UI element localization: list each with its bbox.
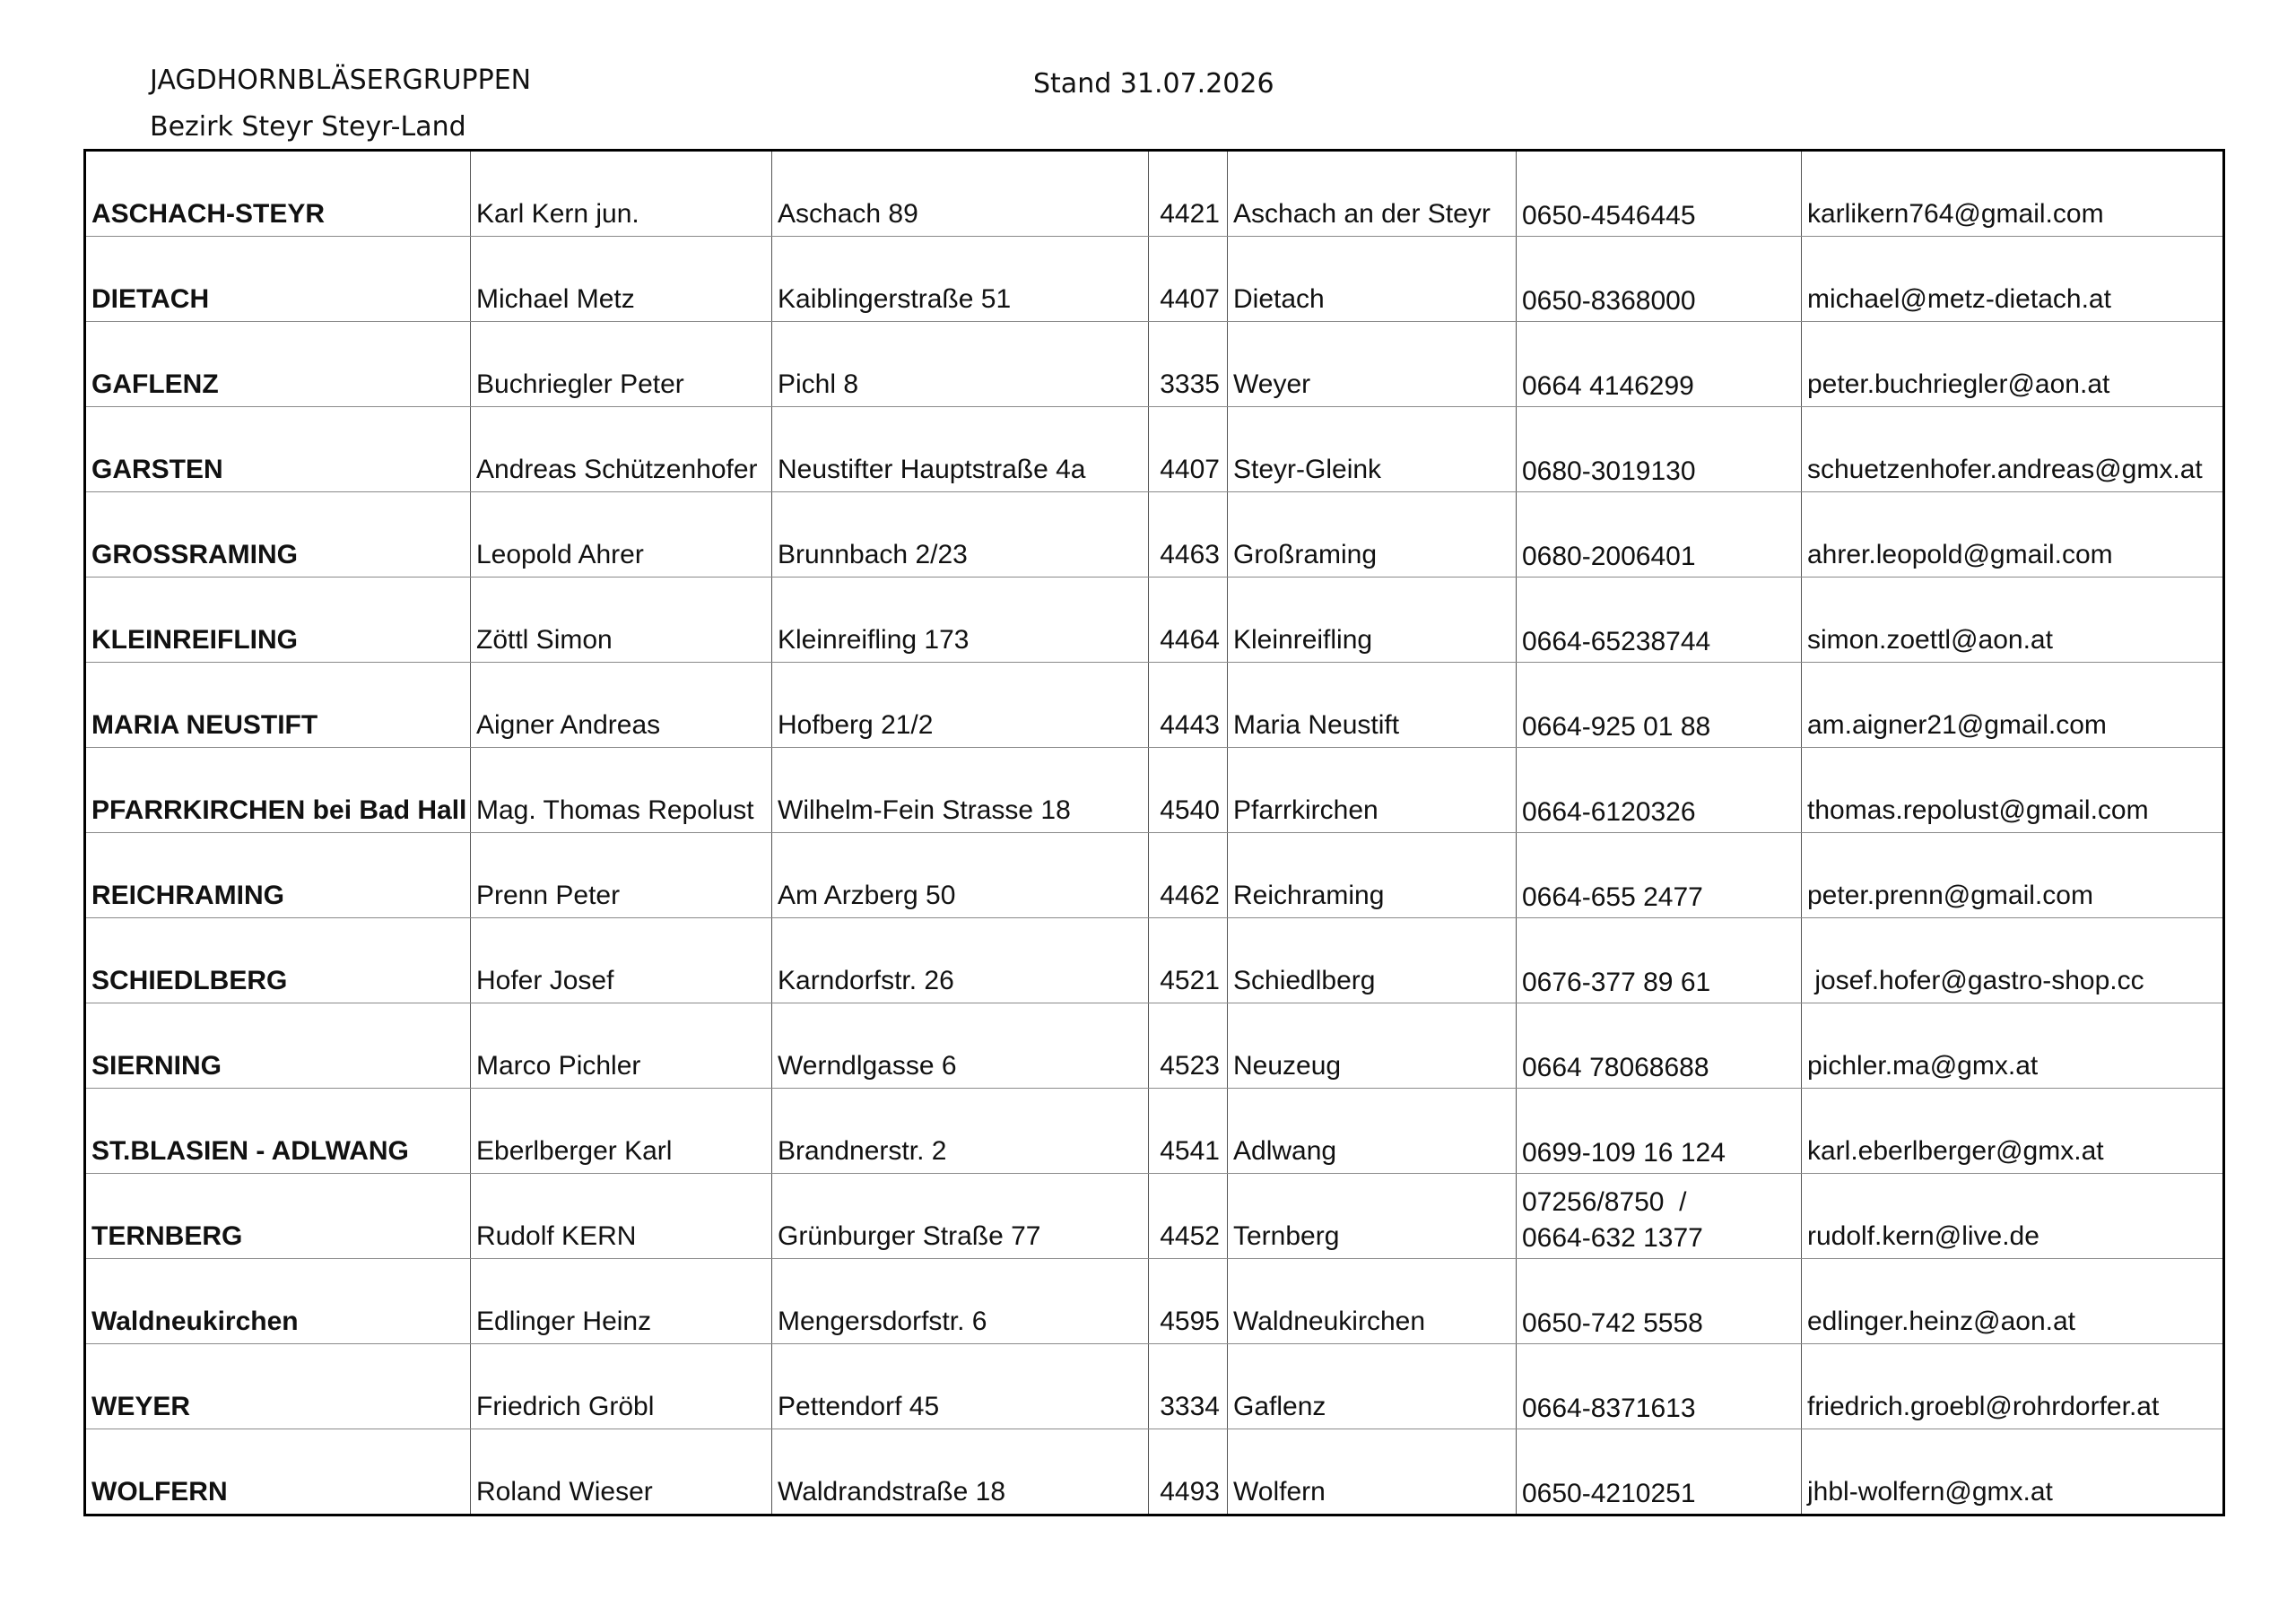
city-cell: Waldneukirchen: [1228, 1259, 1517, 1344]
phone-cell: 0664-65238744: [1517, 578, 1802, 663]
email-cell: friedrich.groebl@rohrdorfer.at: [1802, 1344, 2224, 1429]
group-name-cell: ST.BLASIEN - ADLWANG: [85, 1089, 471, 1174]
street-address-cell: Am Arzberg 50: [772, 833, 1149, 918]
phone-cell: 0664-655 2477: [1517, 833, 1802, 918]
city-cell: Reichraming: [1228, 833, 1517, 918]
city-cell: Schiedlberg: [1228, 918, 1517, 1003]
table-row: [85, 407, 2224, 492]
phone-cell: 0676-377 89 61: [1517, 918, 1802, 1003]
group-name-cell: GAFLENZ: [85, 322, 471, 407]
street-address-cell: Neustifter Hauptstraße 4a: [772, 407, 1149, 492]
postal-code-cell: 4421: [1149, 151, 1228, 237]
street-address-cell: Grünburger Straße 77: [772, 1174, 1149, 1259]
contact-person-cell: Andreas Schützenhofer: [471, 407, 772, 492]
postal-code-cell: 4407: [1149, 407, 1228, 492]
postal-code-cell: 3334: [1149, 1344, 1228, 1429]
group-name-cell: WEYER: [85, 1344, 471, 1429]
contact-person-cell: Aigner Andreas: [471, 663, 772, 748]
street-address-cell: Aschach 89: [772, 151, 1149, 237]
email-cell: ahrer.leopold@gmail.com: [1802, 492, 2224, 578]
table-row: [85, 918, 2224, 1003]
email-cell: simon.zoettl@aon.at: [1802, 578, 2224, 663]
email-cell: rudolf.kern@live.de: [1802, 1174, 2224, 1259]
contact-person-cell: Roland Wieser: [471, 1429, 772, 1515]
table-row: [85, 237, 2224, 322]
city-cell: Kleinreifling: [1228, 578, 1517, 663]
group-name-cell: DIETACH: [85, 237, 471, 322]
phone-cell: [1517, 1174, 1802, 1259]
contact-person-cell: Eberlberger Karl: [471, 1089, 772, 1174]
street-address-cell: Pettendorf 45: [772, 1344, 1149, 1429]
city-cell: Pfarrkirchen: [1228, 748, 1517, 833]
group-name-cell: Waldneukirchen: [85, 1259, 471, 1344]
postal-code-cell: 4462: [1149, 833, 1228, 918]
phone-cell: 0664-925 01 88: [1517, 663, 1802, 748]
postal-code-cell: 4464: [1149, 578, 1228, 663]
street-address-cell: Waldrandstraße 18: [772, 1429, 1149, 1515]
group-name-cell: PFARRKIRCHEN bei Bad Hall: [85, 748, 471, 833]
document-date: Stand 31.07.2026: [1033, 68, 1274, 100]
group-name-cell: GROSSRAMING: [85, 492, 471, 578]
contact-person-cell: Rudolf KERN: [471, 1174, 772, 1259]
email-cell: karlikern764@gmail.com: [1802, 151, 2224, 237]
postal-code-cell: 4493: [1149, 1429, 1228, 1515]
city-cell: Steyr-Gleink: [1228, 407, 1517, 492]
street-address-cell: Karndorfstr. 26: [772, 918, 1149, 1003]
table-row: [85, 1089, 2224, 1174]
contact-person-cell: Michael Metz: [471, 237, 772, 322]
table-row: [85, 1259, 2224, 1344]
phone-cell: 0664 78068688: [1517, 1003, 1802, 1089]
street-address-cell: Werndlgasse 6: [772, 1003, 1149, 1089]
city-cell: Ternberg: [1228, 1174, 1517, 1259]
contact-table: [83, 149, 2225, 1516]
email-cell: peter.buchriegler@aon.at: [1802, 322, 2224, 407]
contact-person-cell: Edlinger Heinz: [471, 1259, 772, 1344]
city-cell: Wolfern: [1228, 1429, 1517, 1515]
street-address-cell: Wilhelm-Fein Strasse 18: [772, 748, 1149, 833]
postal-code-cell: 4443: [1149, 663, 1228, 748]
postal-code-cell: 4463: [1149, 492, 1228, 578]
contact-person-cell: Hofer Josef: [471, 918, 772, 1003]
table-row: [85, 663, 2224, 748]
contact-person-cell: Buchriegler Peter: [471, 322, 772, 407]
email-cell: edlinger.heinz@aon.at: [1802, 1259, 2224, 1344]
postal-code-cell: 4541: [1149, 1089, 1228, 1174]
email-cell: michael@metz-dietach.at: [1802, 237, 2224, 322]
city-cell: Weyer: [1228, 322, 1517, 407]
phone-cell: 0664-6120326: [1517, 748, 1802, 833]
contact-person-cell: Karl Kern jun.: [471, 151, 772, 237]
postal-code-cell: 4523: [1149, 1003, 1228, 1089]
document-title: JAGDHORNBLÄSERGRUPPEN: [150, 65, 532, 96]
phone-line: 0664-632 1377: [1522, 1223, 1703, 1253]
table-row: [85, 1429, 2224, 1515]
postal-code-cell: 4595: [1149, 1259, 1228, 1344]
city-cell: Aschach an der Steyr: [1228, 151, 1517, 237]
group-name-cell: TERNBERG: [85, 1174, 471, 1259]
group-name-cell: KLEINREIFLING: [85, 578, 471, 663]
group-name-cell: SCHIEDLBERG: [85, 918, 471, 1003]
phone-cell: 0664-8371613: [1517, 1344, 1802, 1429]
city-cell: Gaflenz: [1228, 1344, 1517, 1429]
phone-line: 07256/8750 /: [1522, 1187, 1687, 1217]
street-address-cell: Hofberg 21/2: [772, 663, 1149, 748]
document-subtitle: Bezirk Steyr Steyr-Land: [150, 111, 466, 143]
phone-cell: 0664 4146299: [1517, 322, 1802, 407]
postal-code-cell: 4452: [1149, 1174, 1228, 1259]
group-name-cell: GARSTEN: [85, 407, 471, 492]
street-address-cell: Brandnerstr. 2: [772, 1089, 1149, 1174]
phone-cell: 0650-4210251: [1517, 1429, 1802, 1515]
group-name-cell: ASCHACH-STEYR: [85, 151, 471, 237]
table-row: [85, 578, 2224, 663]
postal-code-cell: 4521: [1149, 918, 1228, 1003]
postal-code-cell: 4407: [1149, 237, 1228, 322]
phone-cell: 0680-2006401: [1517, 492, 1802, 578]
email-cell: jhbl-wolfern@gmx.at: [1802, 1429, 2224, 1515]
contact-person-cell: Mag. Thomas Repolust: [471, 748, 772, 833]
phone-cell: 0680-3019130: [1517, 407, 1802, 492]
street-address-cell: Mengersdorfstr. 6: [772, 1259, 1149, 1344]
email-cell: peter.prenn@gmail.com: [1802, 833, 2224, 918]
group-name-cell: WOLFERN: [91, 1477, 228, 1507]
street-address-cell: Brunnbach 2/23: [772, 492, 1149, 578]
city-cell: Dietach: [1228, 237, 1517, 322]
city-cell: Neuzeug: [1228, 1003, 1517, 1089]
table-row: [85, 492, 2224, 578]
phone-cell: 0650-4546445: [1517, 151, 1802, 237]
table-row: [85, 833, 2224, 918]
table-row: [85, 151, 2224, 237]
phone-cell: 0650-8368000: [1517, 237, 1802, 322]
group-name-cell: SIERNING: [85, 1003, 471, 1089]
postal-code-cell: 4540: [1149, 748, 1228, 833]
contact-person-cell: Prenn Peter: [471, 833, 772, 918]
table-row: [85, 322, 2224, 407]
contact-person-cell: Marco Pichler: [471, 1003, 772, 1089]
table-row: [85, 748, 2224, 833]
postal-code-cell: 3335: [1149, 322, 1228, 407]
table-row: [85, 1003, 2224, 1089]
email-cell: schuetzenhofer.andreas@gmx.at: [1802, 407, 2224, 492]
email-cell: karl.eberlberger@gmx.at: [1802, 1089, 2224, 1174]
group-name-cell: REICHRAMING: [85, 833, 471, 918]
phone-cell: 0699-109 16 124: [1517, 1089, 1802, 1174]
city-cell: Großraming: [1228, 492, 1517, 578]
contact-person-cell: Zöttl Simon: [471, 578, 772, 663]
group-name-cell: MARIA NEUSTIFT: [85, 663, 471, 748]
email-cell: josef.hofer@gastro-shop.cc: [1802, 918, 2224, 1003]
email-cell: pichler.ma@gmx.at: [1802, 1003, 2224, 1089]
phone-cell: 0650-742 5558: [1517, 1259, 1802, 1344]
street-address-cell: Kaiblingerstraße 51: [772, 237, 1149, 322]
email-cell: thomas.repolust@gmail.com: [1802, 748, 2224, 833]
street-address-cell: Kleinreifling 173: [772, 578, 1149, 663]
email-cell: am.aigner21@gmail.com: [1802, 663, 2224, 748]
street-address-cell: Pichl 8: [772, 322, 1149, 407]
city-cell: Maria Neustift: [1228, 663, 1517, 748]
contact-person-cell: Friedrich Gröbl: [471, 1344, 772, 1429]
city-cell: Adlwang: [1228, 1089, 1517, 1174]
table-row: [85, 1174, 2224, 1259]
contact-person-cell: Leopold Ahrer: [471, 492, 772, 578]
table-row: [85, 1344, 2224, 1429]
